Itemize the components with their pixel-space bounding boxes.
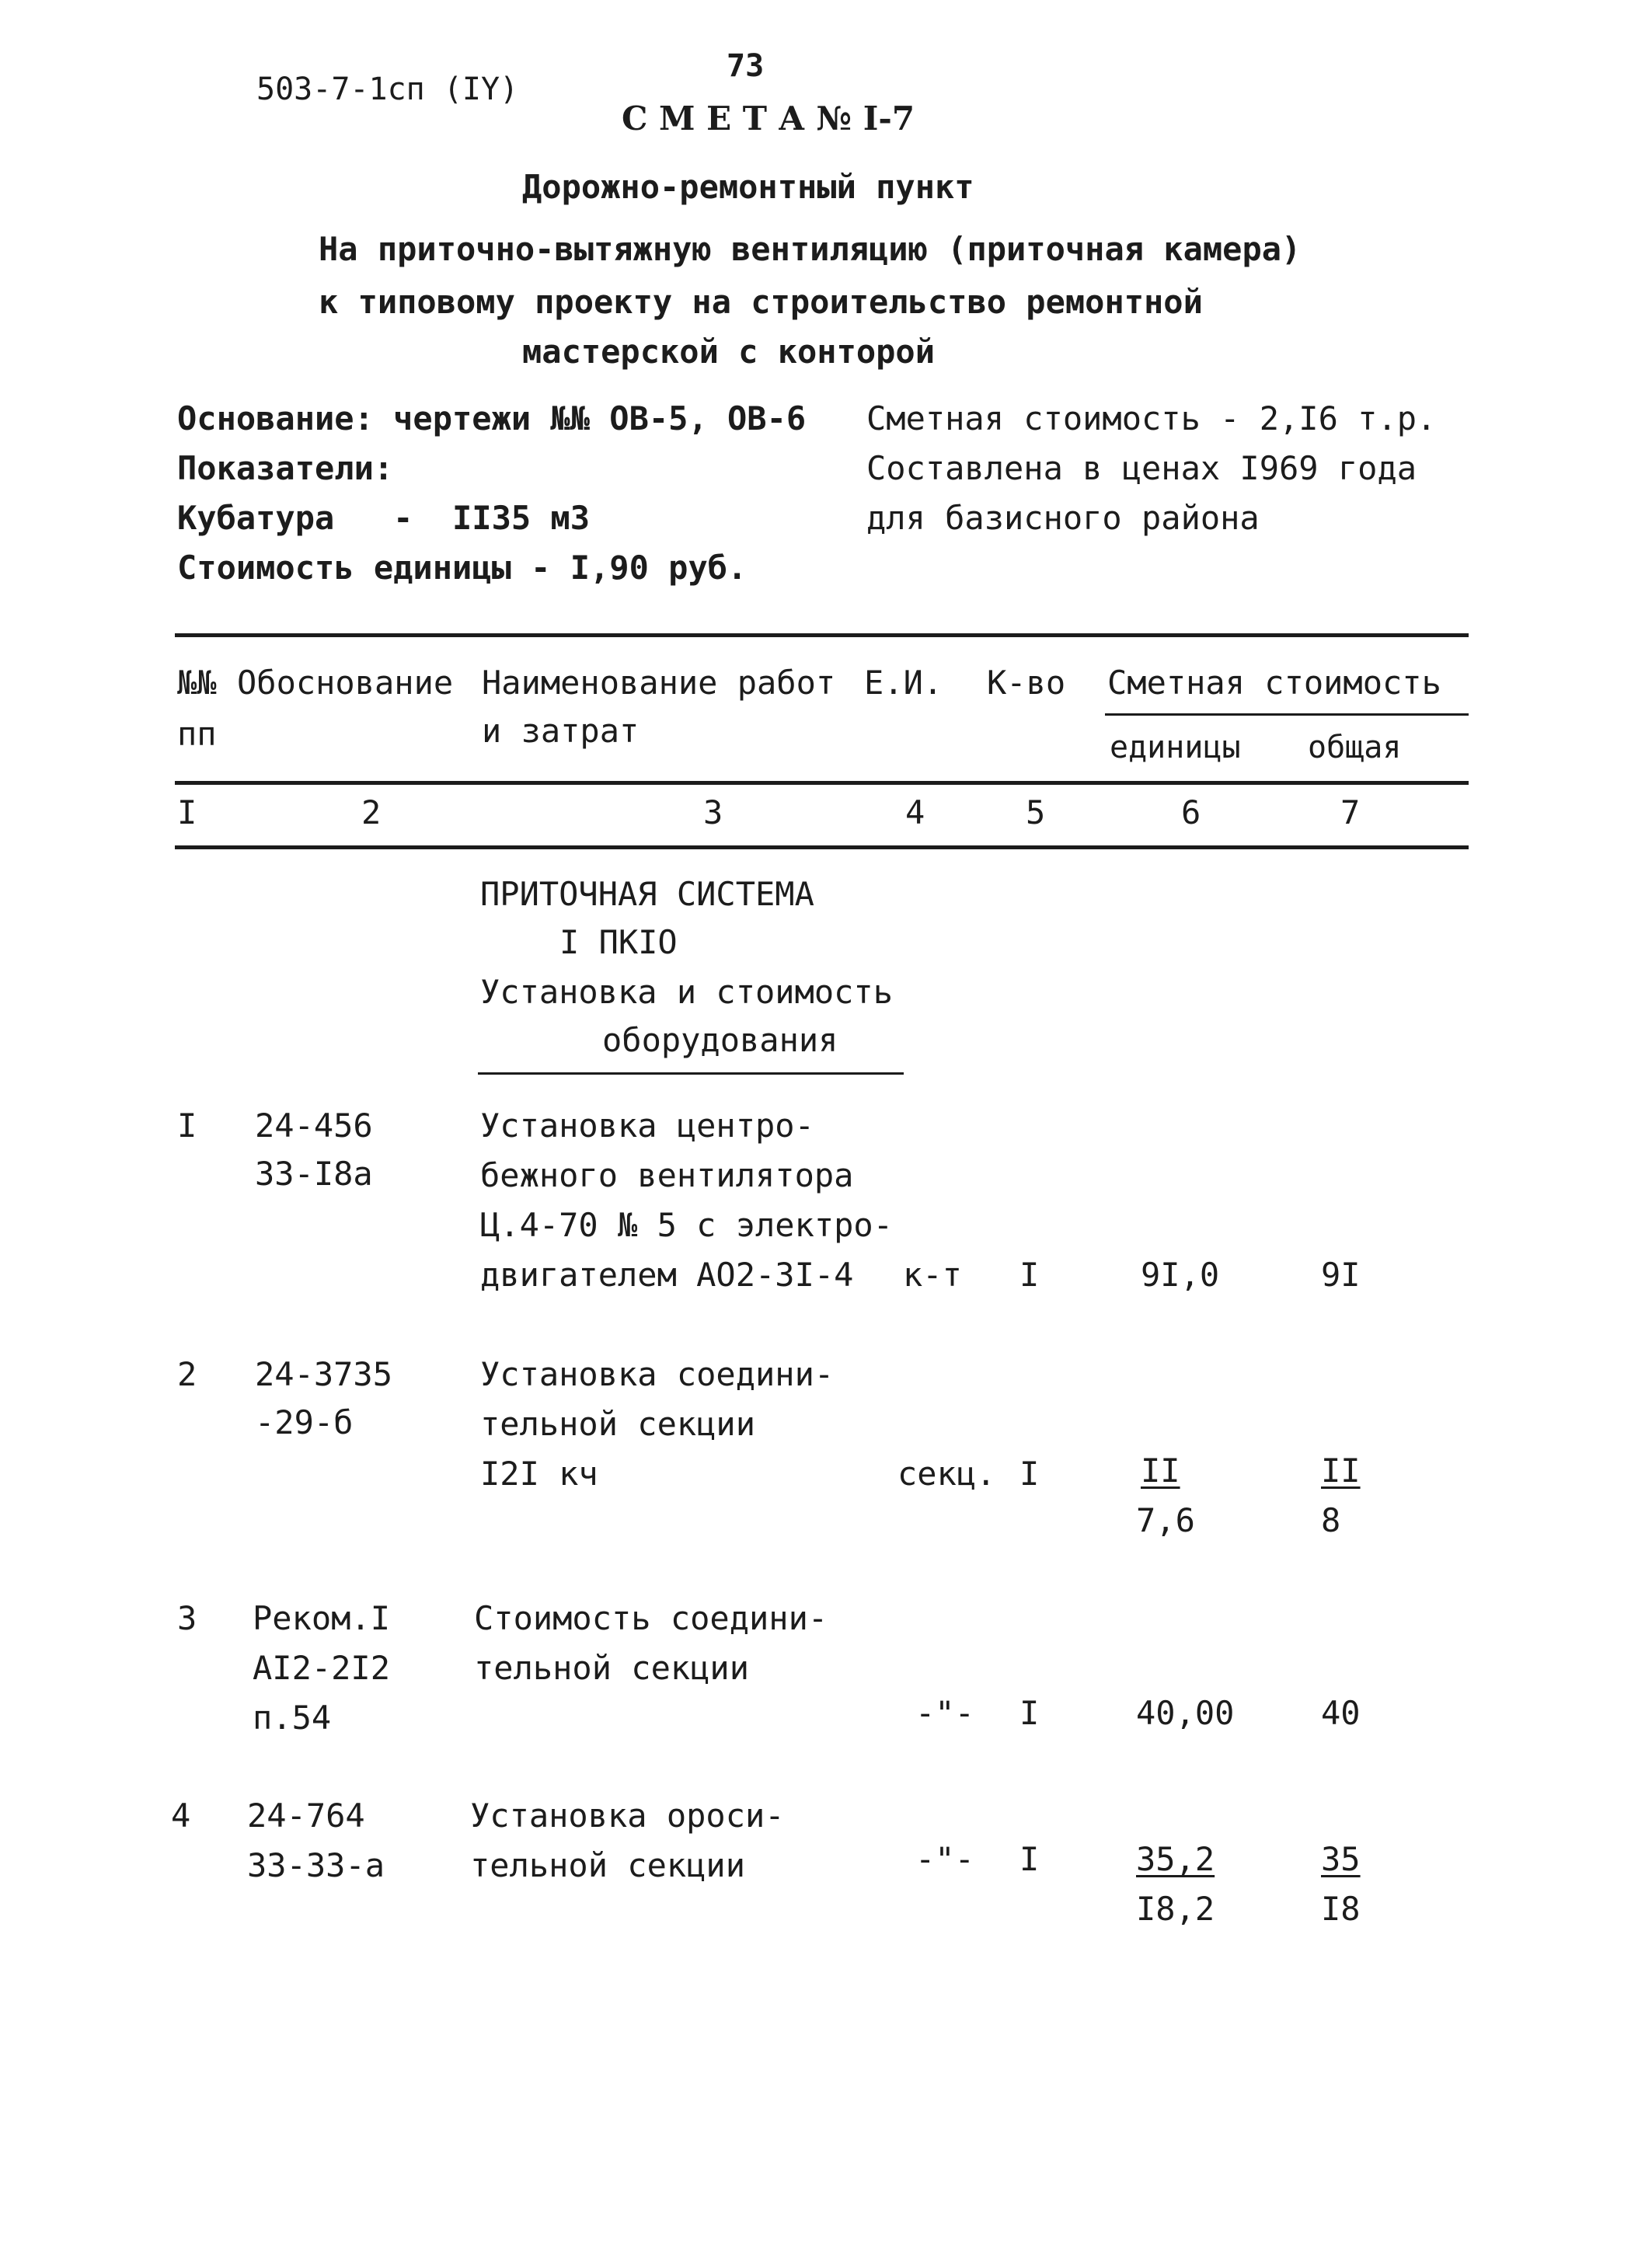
page-number: 73 [727,48,765,84]
prices-line-1: Составлена в ценах I969 года [866,449,1417,487]
document-code: 503-7-1сп (IY) [256,71,519,107]
row-basis: п.54 [253,1699,332,1737]
header-name: Наименование работ [482,664,836,702]
row-basis: Реком.I [253,1599,391,1637]
header-cost-unit: единицы [1110,730,1241,765]
row-basis: 33-I8а [255,1155,373,1193]
row-cost-unit-sub: I8,2 [1136,1890,1215,1928]
header-name-2: и затрат [482,712,640,750]
estimate-title: С М Е Т А № I-7 [622,99,915,138]
row-cost-unit: 35,2 [1136,1840,1215,1878]
row-number: 4 [171,1797,191,1835]
row-cost-unit-sub: 7,6 [1136,1501,1195,1539]
row-name: тельной секции [480,1405,756,1443]
row-cost-total: 40 [1321,1694,1361,1732]
row-cost-total-sub: 8 [1321,1501,1341,1539]
column-number: I [177,793,197,831]
object-subtitle: Дорожно-ремонтный пункт [522,168,974,206]
description-line-3: мастерской с конторой [522,333,936,371]
column-number: 7 [1340,793,1361,831]
row-unit: к-т [903,1256,962,1294]
description-line-2: к типовому проекту на строительство ремонтной [319,283,1203,321]
section-subtitle-2: оборудования [602,1021,838,1059]
basis-drawings: Основание: чертежи №№ ОВ-5, ОВ-6 [177,399,807,437]
row-number: 3 [177,1599,197,1637]
row-cost-total: 9I [1321,1256,1361,1294]
estimated-cost: Сметная стоимость - 2,I6 т.р. [866,399,1437,437]
row-basis: 24-764 [247,1797,365,1835]
header-unit: Е.И. [864,664,943,702]
row-basis: 33-33-а [247,1846,385,1884]
row-name: Установка центро- [480,1107,814,1145]
header-qty: К-во [987,664,1066,702]
row-name: Стоимость соедини- [474,1599,828,1637]
description-line-1: На приточно-вытяжную вентиляцию (приточная камера) [319,230,1302,268]
section-unit: I ПКIO [559,923,678,961]
row-basis: 24-3735 [255,1355,393,1393]
section-title: ПРИТОЧНАЯ СИСТЕМА [480,875,814,913]
row-number: I [177,1107,197,1145]
column-number: 6 [1181,793,1201,831]
column-number: 2 [361,793,382,831]
unit-cost-indicator: Стоимость единицы - I,90 руб. [177,549,748,587]
section-subtitle: Установка и стоимость [480,973,894,1011]
row-basis: -29-б [255,1403,354,1441]
column-numbers-rule [175,845,1469,849]
row-name: тельной секции [470,1846,746,1884]
column-number: 3 [703,793,723,831]
row-unit: -"- [915,1840,974,1878]
header-basis: Обоснование [237,664,454,702]
column-number: 5 [1026,793,1046,831]
header-num: №№ [177,664,217,702]
section-underline [478,1072,904,1075]
header-num-2: пп [177,715,217,753]
row-qty: I [1019,1455,1040,1493]
header-bottom-rule [175,781,1469,785]
indicators-label: Показатели: [177,449,394,487]
row-cost-unit: 40,00 [1136,1694,1235,1732]
header-cost: Сметная стоимость [1107,664,1441,702]
row-number: 2 [177,1355,197,1393]
table-top-rule [175,633,1469,637]
header-cost-total: общая [1308,730,1402,765]
row-name: Ц.4-70 № 5 с электро- [480,1206,894,1244]
row-name: Установка ороси- [470,1797,785,1835]
row-name: тельной секции [474,1649,750,1687]
row-cost-total-sub: I8 [1321,1890,1361,1928]
row-cost-total: II [1321,1452,1361,1490]
row-cost-total: 35 [1321,1840,1361,1878]
cost-header-rule [1105,713,1469,716]
row-unit: -"- [915,1694,974,1732]
row-name: бежного вентилятора [480,1156,854,1194]
row-name: Установка соедини- [480,1355,835,1393]
row-basis: АI2-2I2 [253,1649,391,1687]
row-qty: I [1019,1694,1040,1732]
row-qty: I [1019,1840,1040,1878]
row-qty: I [1019,1256,1040,1294]
prices-line-2: для базисного района [866,499,1260,537]
row-cost-unit: II [1141,1452,1180,1490]
row-basis: 24-456 [255,1107,373,1145]
row-name: двигателем АО2-3I-4 [480,1256,854,1294]
column-number: 4 [905,793,925,831]
row-unit: секц. [897,1455,996,1493]
row-name: I2I кч [480,1455,598,1493]
volume-indicator: Кубатура - II35 м3 [177,499,591,537]
row-cost-unit: 9I,0 [1141,1256,1220,1294]
